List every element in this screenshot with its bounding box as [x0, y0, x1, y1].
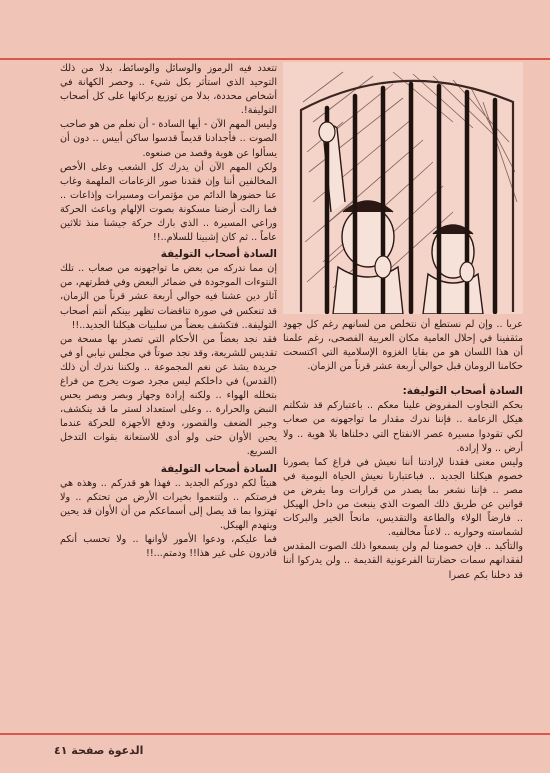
- left-text-column: [60, 62, 277, 730]
- section-heading-right: السادة أصحاب التوليفة:: [402, 385, 523, 398]
- left-paragraph-3: ولكن المهم الآن أن يدرك كل الشعب وعلى الأخص المخالفين أننا وإن فقدنا صور الزعامات الملهمة وغاب عنا حضورها الدائم من مؤتمرات ومسيرات وإذاعات .. فما زالت أرضنا مسكونة بصوت الإلهام وباعث الحركة وراعي المسيرة .. الذي بارك حركة جيشنا منذ ثلاثين عاماً .. ثم كان إشبينا للسلام..!!: [60, 161, 277, 244]
- prisoner-body-left: [333, 267, 403, 314]
- left-section2-paragraph-2: فما عليكم، ودعوا الأمور لأوانها .. ولا تحسب أنكم قادرون على غير هذا!! ودمتم...!!: [60, 533, 277, 559]
- right-text-column: [283, 318, 523, 730]
- section-heading-1: السادة أصحاب التوليفة: [160, 248, 277, 261]
- page-footer: الدعوة صفحة ٤١: [54, 744, 144, 757]
- bottom-rule: [0, 733, 550, 735]
- left-paragraph-2: وليس المهم الآن - أيها السادة - أن نعلم من هو صاحب الصوت .. فأجدادنا قديماً قدسوا ساكن أبيس .. دون أن يسألوا عن هوية وقصد من صنعوه.: [60, 119, 277, 159]
- section-heading-2: السادة أصحاب التوليفة: [160, 462, 277, 475]
- right-paragraph-2: وليس معنى فقدنا لإرادتنا أننا نعيش في فراغ كما يصورنا خصوم هيكلنا الجديد .. فباعتبارنا نعيش الحياة اليومية في مصر .. فإننا نشعر بما يصدر من قرارات وما يفرض من قوانين عن طريق ذلك الصوت الذي ينبعث من داخل الهيكل .. فارضاً الولاء والطاعة والتقديس، مانحاً الخير والبركات لشماسته وحواريه .. لاعناً مخالفيه.: [283, 456, 523, 539]
- prisoner-figures: [323, 125, 483, 314]
- right-intro-paragraph: عربا .. وإن لم نستطع أن نتخلص من لسانهم رغم كل جهود مثقفينا في إحلال العامية مكان العربية الفصحى، رغم علمنا أن هذا اللسان هو من بقايا الغزوة الإسلامية التي اكتسحت حكامنا الرومان قبل حوالي أربعة عشر قرناً من الزمان.: [283, 319, 523, 373]
- prison-bars-illustration: [283, 62, 523, 314]
- top-rule: [0, 58, 550, 60]
- left-section1-paragraph-2: فقد نجد بعضاً من الأحكام التي تصدر بها مسحة من تقديس للشريعة، وقد نجد صوتاً في مجلس نيابي أو في جريدة يشذ عن نغم المجموعة .. ولكننا ندرك أن ذلك (القدس) في داخلكم ليس مجرد صوت يخرج من فراغ بتخلله الهواء .. ولكنه إرادة وجهاز وبصر وبصر يحس النبض والحرارة .. وعلى استعداد لستر ما قد ينكشف، وجبر الضعف والقصور، ودفع الأجهزة للحركة عندما يحين الأوان حتى ولو أدى للاستعانة بقوات التدخل السريع.: [60, 333, 277, 458]
- right-paragraph-3: والتأكيد .. فإن خصومنا لم ولن يسمعوا ذلك الصوت المقدس لفقدانهم سمات حضارتنا الفرعونية القديمة .. ولن يدركوا أننا قد دخلنا بكم عصرا: [283, 541, 523, 581]
- prison-bars-drawing: [283, 62, 523, 314]
- left-section1-paragraph-1: إن مما ندركه من بعض ما تواجهونه من صعاب .. تلك النتوءات الموجودة في ضمائر البعض وفي فطرتهم، من آثار دين عشنا فيه حوالي أربعة عشر قرناً من الزمان، قد تنعكس في صورة تناقضات تظهر بينكم أنتم أصحاب التوليفة.. فتكشف بعضاً من سلبيات هيكلنا الجديد..!!: [60, 263, 277, 331]
- right-paragraph-1: بحكم التجاوب المفروض علينا معكم .. باعتباركم قد شكلتم هيكل الزعامة .. فإننا ندرك مقدار ما تواجهونه من صعاب لكي تقودوا مسيرة عصر الانفتاح التي دخلناها بلا هوية .. ولا أرض .. ولا إرادة.: [283, 400, 523, 454]
- left-section2-paragraph-1: هنيئاً لكم دوركم الجديد .. فهذا هو قدركم .. وهذه هي فرصتكم .. ولتنعموا بخيرات الأرض من تحتكم .. ولا تهتزوا بما قد يصل إلى أسماعكم من أن الأوان قد يحين ويتهدم الهيكل.: [60, 477, 277, 531]
- prisoner-body-right: [423, 274, 483, 314]
- left-paragraph-1: تتعدد فيه الرموز والوسائل والوسائط، بدلا من ذلك التوحيد الذي استأثر بكل شيء .. وحصر الكهانة في أشخاص محددة، بدلا من توزيع بركاتها على كل أصحاب التوليفة!.: [60, 63, 277, 117]
